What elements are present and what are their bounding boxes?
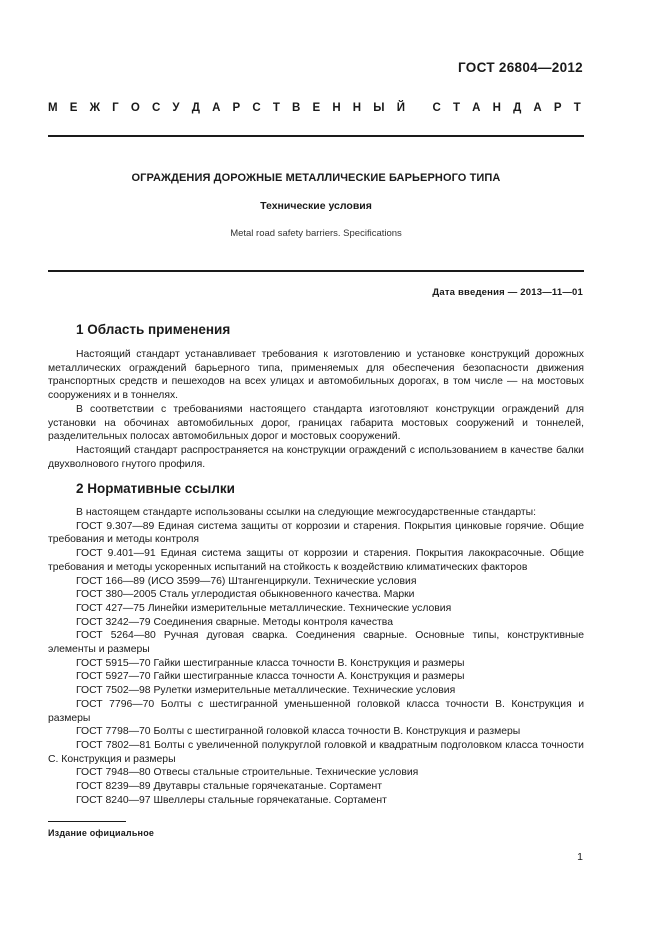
section-1-title: 1 Область применения bbox=[76, 322, 231, 337]
reference-item: ГОСТ 8239—89 Двутавры стальные горячекатаные. Сортамент bbox=[76, 781, 383, 793]
document-subtitle: Технические условия bbox=[260, 200, 372, 212]
introduction-date: Дата введения — 2013—11—01 bbox=[432, 287, 583, 298]
reference-item: ГОСТ 427—75 Линейки измерительные металлические. Технические условия bbox=[76, 602, 452, 614]
heading-letter bbox=[417, 102, 420, 114]
section-2-title: 2 Нормативные ссылки bbox=[76, 481, 235, 496]
title-block bbox=[48, 172, 584, 239]
reference-item: ГОСТ 7796—70 Болты с шестигранной уменьшенной головкой класса точности В. Конструкция и размеры bbox=[48, 698, 584, 724]
heading-letter: М bbox=[48, 102, 58, 114]
heading-letter: С bbox=[252, 102, 261, 114]
heading-letter: Г bbox=[112, 102, 119, 114]
paragraph: В соответствии с требованиями настоящего стандарта изготовляют конструкции ограждений для установки на обочинах автомобильных дорог, границах габарита мостовых сооружений и тоннелей, разделительных полосах автомобильных дорог и мостовых сооружений. bbox=[48, 403, 584, 443]
reference-item: ГОСТ 8240—97 Швеллеры стальные горячекатаные. Сортамент bbox=[76, 794, 387, 806]
reference-item: ГОСТ 7802—81 Болты с увеличенной полукруглой головкой и квадратным подголовком класса точности С. Конструкция и размеры bbox=[48, 739, 584, 765]
heading-letter: Й bbox=[396, 102, 405, 114]
heading-letter: Е bbox=[312, 102, 321, 114]
section-2-body bbox=[48, 506, 584, 807]
document-number: ГОСТ 26804—2012 bbox=[458, 60, 583, 75]
heading-letter: А bbox=[472, 102, 481, 114]
document-title-english: Metal road safety barriers. Specifications bbox=[230, 228, 402, 239]
reference-item: ГОСТ 9.401—91 Единая система защиты от коррозии и старения. Покрытия лакокрасочные. Общие требования и методы ускоренных испытаний на стойкость к воздействию климатических факторов bbox=[48, 548, 584, 573]
reference-item: ГОСТ 9.307—89 Единая система защиты от коррозии и старения. Покрытия цинковые горячие. Общие требования и методы контроля bbox=[48, 520, 584, 546]
title-divider bbox=[48, 270, 584, 272]
heading-letter: С bbox=[432, 102, 441, 114]
reference-item: ГОСТ 380—2005 Сталь углеродистая обыкновенного качества. Марки bbox=[76, 589, 415, 601]
heading-letter: У bbox=[172, 102, 180, 114]
heading-letter: В bbox=[292, 102, 301, 114]
heading-letter: А bbox=[533, 102, 542, 114]
reference-item: ГОСТ 5915—70 Гайки шестигранные класса точности В. Конструкция и размеры bbox=[76, 657, 465, 669]
reference-item: ГОСТ 7502—98 Рулетки измерительные металлические. Технические условия bbox=[76, 685, 456, 697]
page-number: 1 bbox=[577, 851, 583, 863]
top-divider bbox=[48, 135, 584, 137]
reference-item: ГОСТ 166—89 (ИСО 3599—76) Штангенциркули. Технические условия bbox=[76, 575, 417, 587]
paragraph: Настоящий стандарт распространяется на конструкции ограждений с использованием в качестве балки двухволнового гнутого профиля. bbox=[48, 444, 584, 470]
heading-letter: Е bbox=[69, 102, 78, 114]
heading-letter: Р bbox=[553, 102, 562, 114]
edition-note: Издание официальное bbox=[48, 828, 155, 838]
heading-letter: О bbox=[130, 102, 140, 114]
reference-item: ГОСТ 5264—80 Ручная дуговая сварка. Соединения сварные. Основные типы, конструктивные элементы и размеры bbox=[48, 630, 584, 656]
interstate-standard-heading bbox=[48, 102, 581, 114]
heading-letter: Н bbox=[492, 102, 501, 114]
heading-letter: Ы bbox=[373, 102, 385, 114]
reference-item: ГОСТ 3242—79 Соединения сварные. Методы контроля качества bbox=[76, 616, 393, 628]
reference-item: ГОСТ 5927—70 Гайки шестигранные класса точности А. Конструкция и размеры bbox=[76, 671, 465, 683]
heading-letter: Т bbox=[573, 102, 581, 114]
paragraph: Настоящий стандарт устанавливает требования к изготовлению и установке конструкций дорожных металлических ограждений барьерного типа, применяемых для обеспечения безопасности движения транспортных средств и пешеходов на всех улицах и автомобильных дорогах, в том числе — на мостовых сооружениях и в тоннелях. bbox=[48, 349, 584, 402]
heading-letter: Т bbox=[272, 102, 280, 114]
heading-letter: Т bbox=[452, 102, 460, 114]
heading-letter: С bbox=[151, 102, 161, 114]
heading-letter: А bbox=[212, 102, 221, 114]
heading-letter: Д bbox=[513, 102, 522, 114]
reference-item: ГОСТ 7948—80 Отвесы стальные строительные. Технические условия bbox=[76, 767, 419, 779]
document-title: ОГРАЖДЕНИЯ ДОРОЖНЫЕ МЕТАЛЛИЧЕСКИЕ БАРЬЕРНОГО ТИПА bbox=[131, 172, 501, 184]
paragraph: В настоящем стандарте использованы ссылки на следующие межгосударственные стандарты: bbox=[76, 507, 537, 518]
footer-divider bbox=[48, 821, 126, 822]
heading-letter: Ж bbox=[89, 102, 100, 114]
heading-letter: Д bbox=[191, 102, 200, 114]
heading-letter: Р bbox=[232, 102, 241, 114]
section-1-body bbox=[48, 348, 584, 471]
heading-letter: Н bbox=[332, 102, 341, 114]
heading-letter: Н bbox=[352, 102, 362, 114]
reference-item: ГОСТ 7798—70 Болты с шестигранной головкой класса точности В. Конструкция и размеры bbox=[76, 726, 521, 738]
